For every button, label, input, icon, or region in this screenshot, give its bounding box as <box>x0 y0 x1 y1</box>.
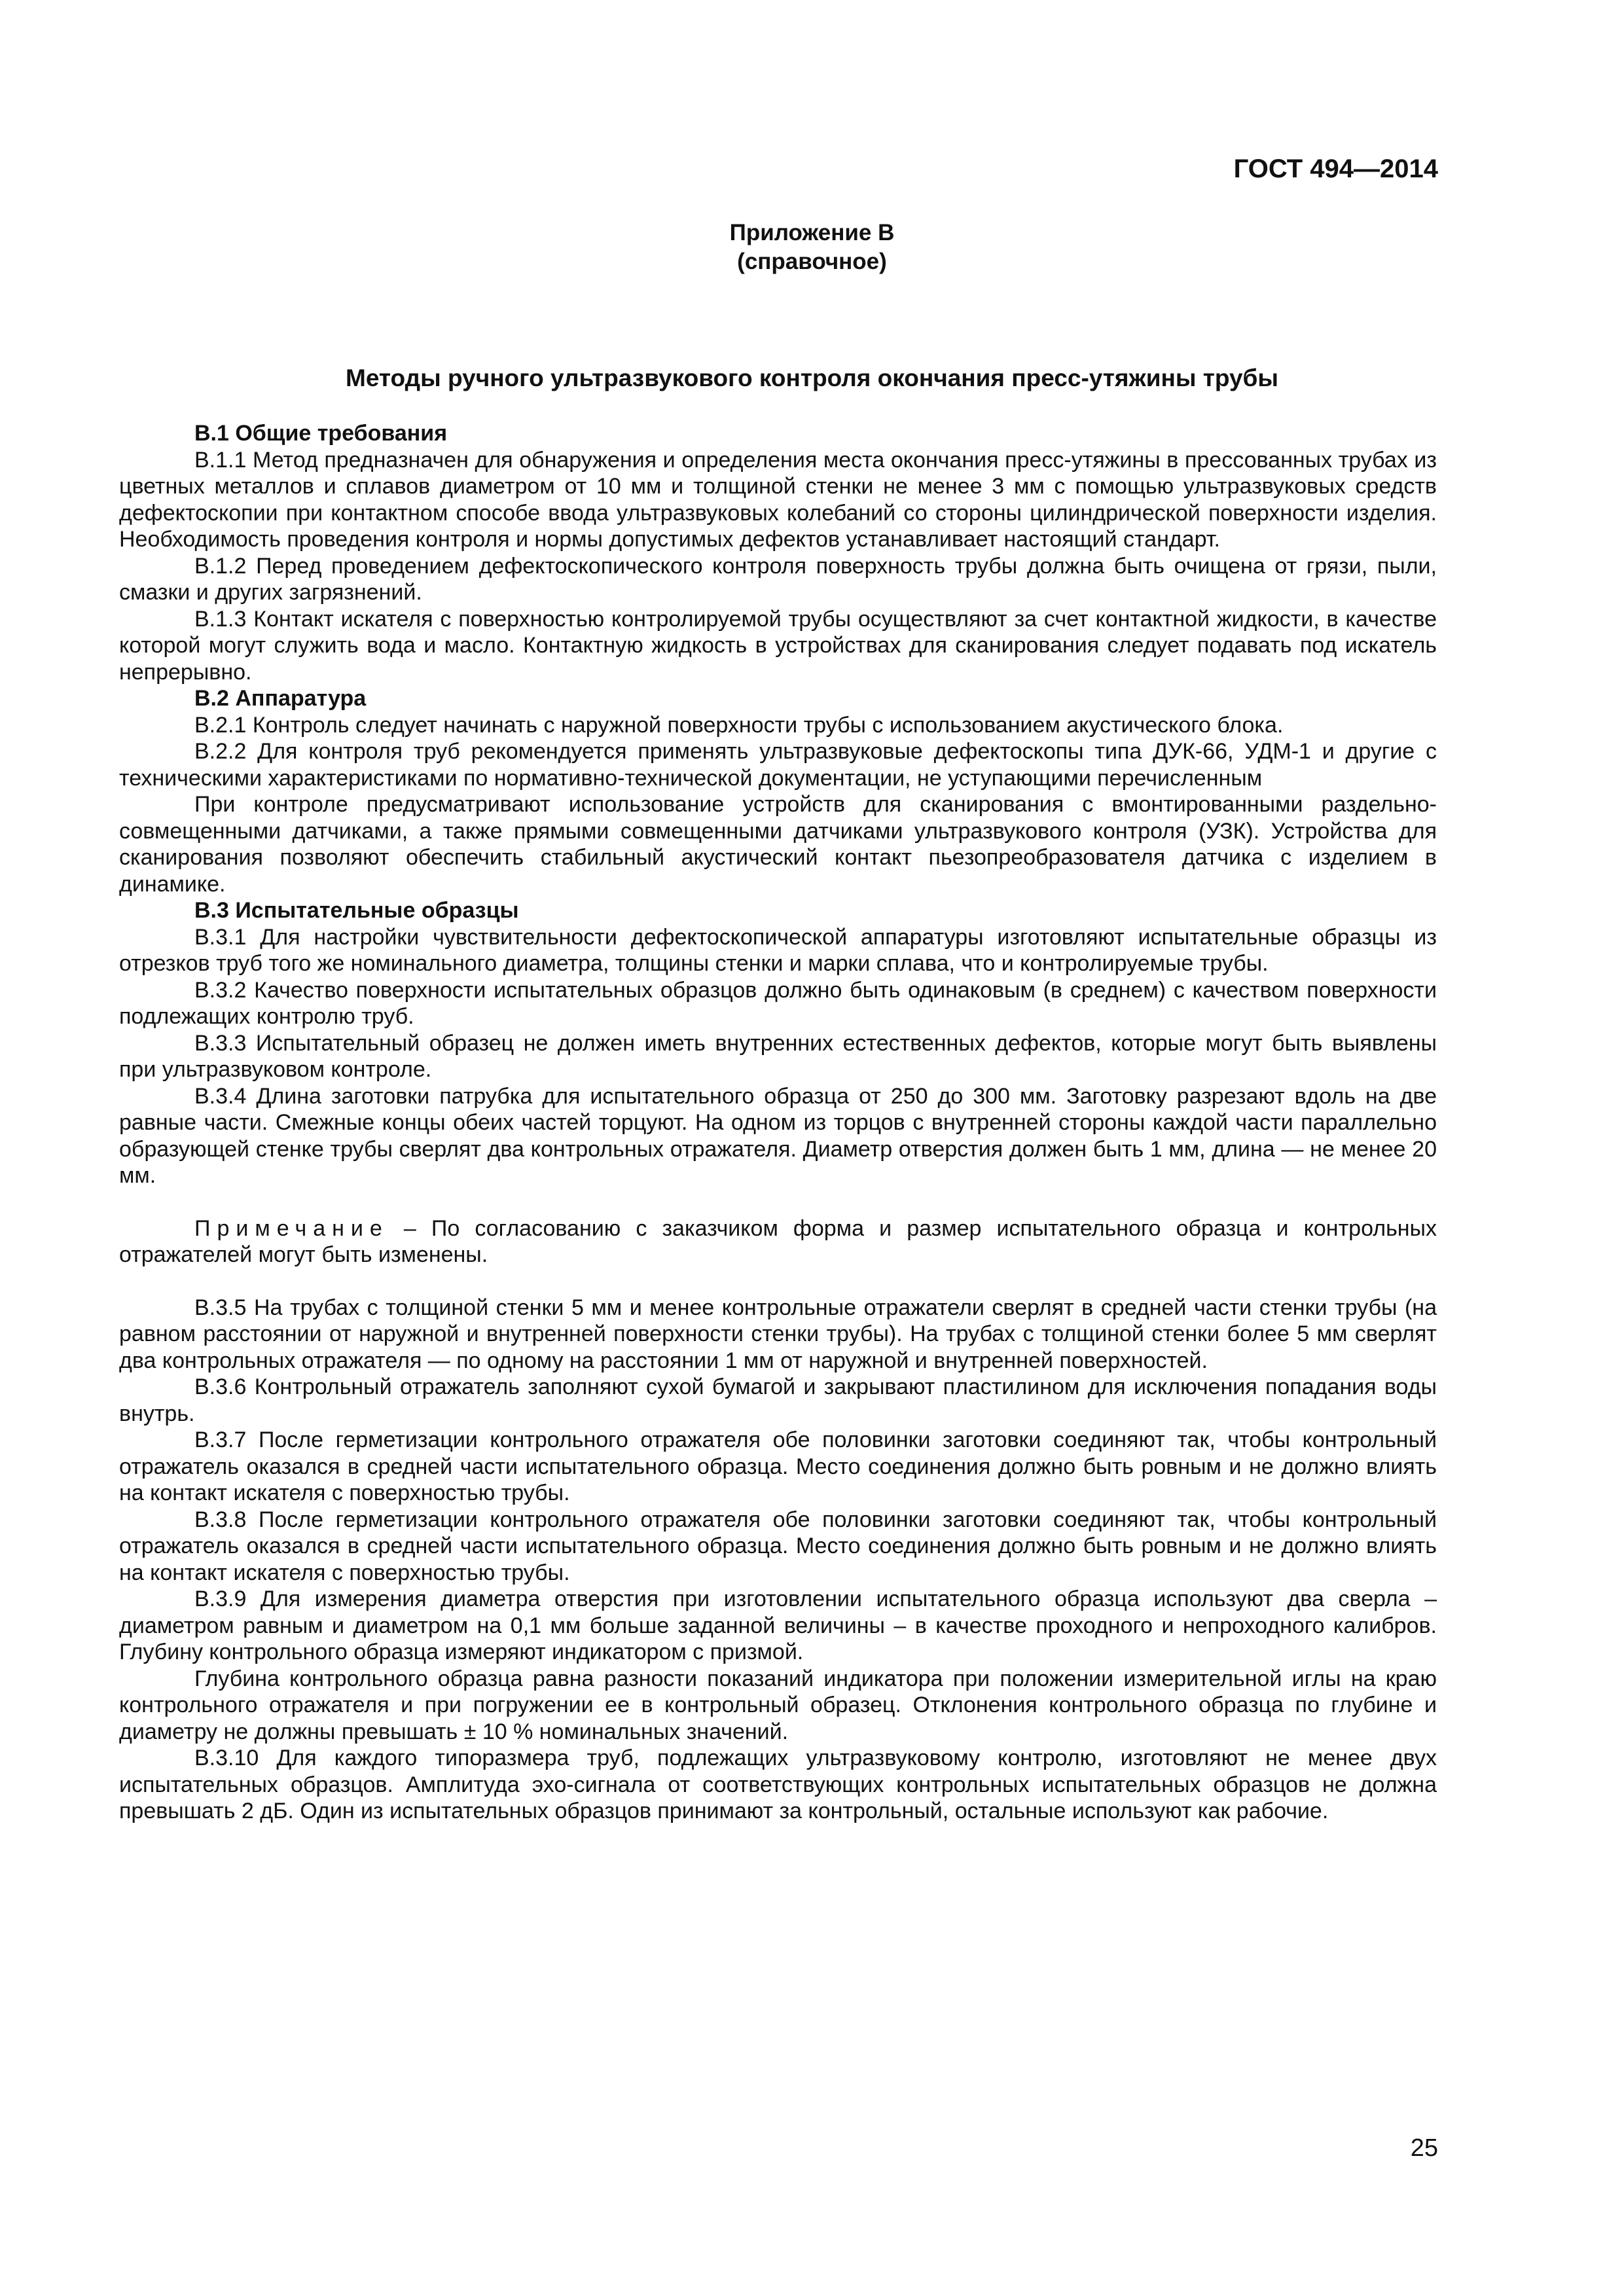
paragraph-b-3-3: В.3.3 Испытательный образец не должен иметь внутренних естественных дефектов, которые могут быть выявлены при ультразвуковом контроле. <box>119 1030 1437 1082</box>
paragraph-b-2-1: В.2.1 Контроль следует начинать с наружной поверхности трубы с использованием акустического блока. <box>194 712 1284 738</box>
appendix-type: (справочное) <box>737 249 887 274</box>
paragraph-b-3-9: В.3.9 Для измерения диаметра отверстия при изготовлении испытательного образца используют два сверла – диаметром равным и диаметром на 0,1 мм больше заданной величины – в качестве проходного и непроходного калибров. Глубину контрольного образца измеряют индикатором с призмой. <box>119 1587 1437 1664</box>
paragraph-b-3-8: В.3.8 После герметизации контрольного отражателя обе половинки заготовки соединяют так, чтобы контрольный отражатель оказался в средней части испытательного образца. Место соединения должно быть ровным и не должно влиять на контакт искателя с поверхностью трубы. <box>119 1507 1437 1585</box>
paragraph-b-3-9-cont: Глубина контрольного образца равна разности показаний индикатора при положении измерительной иглы на краю контрольного отражателя и при погружении ее в контрольный образец. Отклонения контрольного образца по глубине и диаметру не должны превышать ± 10 % номинальных значений. <box>119 1666 1437 1744</box>
document-body <box>119 420 1437 1825</box>
page-title: Методы ручного ультразвукового контроля окончания пресс-утяжины трубы <box>346 365 1278 391</box>
paragraph-b-1-3: В.1.3 Контакт искателя с поверхностью контролируемой трубы осуществляют за счет контактной жидкости, в качестве которой могут служить вода и масло. Контактную жидкость в устройствах для сканирования следует подавать под искатель непрерывно. <box>119 606 1437 685</box>
note-paragraph <box>119 1215 1437 1268</box>
note-label: Примечание <box>194 1215 389 1241</box>
paragraph-b-3-10: В.3.10 Для каждого типоразмера труб, подлежащих ультразвуковому контролю, изготовляют не менее двух испытательных образцов. Амплитуда эхо-сигнала от соответствующих контрольных испытательных образцов не должна превышать 2 дБ. Один из испытательных образцов принимают за контрольный, остальные используют как рабочие. <box>119 1746 1437 1823</box>
paragraph-b-1-2: В.1.2 Перед проведением дефектоскопического контроля поверхность трубы должна быть очищена от грязи, пыли, смазки и других загрязнений. <box>119 553 1437 605</box>
document-code: ГОСТ 494—2014 <box>1233 154 1438 183</box>
paragraph-b-2-2: В.2.2 Для контроля труб рекомендуется применять ультразвуковые дефектоскопы типа ДУК-66, УДМ-1 и другие с техническими характеристиками по нормативно-технической документации, не уступающими перечисленным <box>119 739 1437 791</box>
appendix-label: Приложение В <box>729 220 895 245</box>
paragraph-b-3-5: В.3.5 На трубах с толщиной стенки 5 мм и менее контрольные отражатели сверлят в средней части стенки трубы (на равном расстоянии от наружной и внутренней поверхности стенки трубы). На трубах с толщиной стенки более 5 мм сверлят два контрольных отражателя — по одному на расстоянии 1 мм от наружной и внутренней поверхностей. <box>119 1295 1437 1373</box>
page-number: 25 <box>1410 2134 1438 2162</box>
section-heading-samples: В.3 Испытательные образцы <box>194 898 519 923</box>
appendix-heading <box>0 219 1624 276</box>
section-heading-general: В.1 Общие требования <box>194 421 448 446</box>
paragraph-b-3-6: В.3.6 Контрольный отражатель заполняют сухой бумагой и закрывают пластилином для исключения попадания воды внутрь. <box>119 1374 1437 1426</box>
paragraph-b-2-2-cont: При контроле предусматривают использование устройств для сканирования с вмонтированными раздельно-совмещенными датчиками, а также прямыми совмещенными датчиками ультразвукового контроля (УЗК). Устройства для сканирования позволяют обеспечить стабильный акустический контакт пьезопреобразователя датчика с изделием в динамике. <box>119 792 1437 897</box>
paragraph-b-3-7: В.3.7 После герметизации контрольного отражателя обе половинки заготовки соединяют так, чтобы контрольный отражатель оказался в средней части испытательного образца. Место соединения должно быть ровным и не должно влиять на контакт искателя с поверхностью трубы. <box>119 1427 1437 1505</box>
paragraph-b-3-2: В.3.2 Качество поверхности испытательных образцов должно быть одинаковым (в среднем) с качеством поверхности подлежащих контролю труб. <box>119 977 1437 1029</box>
note-text: – По согласованию с заказчиком форма и размер испытательного образца и контрольных отражателей могут быть изменены. <box>119 1215 1437 1267</box>
paragraph-b-3-1: В.3.1 Для настройки чувствительности дефектоскопической аппаратуры изготовляют испытательные образцы из отрезков труб того же номинального диаметра, толщины стенки и марки сплава, что и контролируемые трубы. <box>119 924 1437 976</box>
paragraph-b-3-4: В.3.4 Длина заготовки патрубка для испытательного образца от 250 до 300 мм. Заготовку разрезают вдоль на две равные части. Смежные концы обеих частей торцуют. На одном из торцов с внутренней стороны каждой части параллельно образующей стенке трубы сверлят два контрольных отражателя. Диаметр отверстия должен быть 1 мм, длина — не менее 20 мм. <box>119 1083 1437 1188</box>
section-heading-equipment: В.2 Аппаратура <box>194 686 367 711</box>
paragraph-b-1-1: В.1.1 Метод предназначен для обнаружения и определения места окончания пресс-утяжины в прессованных трубах из цветных металлов и сплавов диаметром от 10 мм и толщиной стенки не менее 3 мм с помощью ультразвуковых средств дефектоскопии при контактном способе ввода ультразвуковых колебаний со стороны цилиндрической поверхности изделия. Необходимость проведения контроля и нормы допустимых дефектов устанавливает настоящий стандарт. <box>119 447 1437 552</box>
